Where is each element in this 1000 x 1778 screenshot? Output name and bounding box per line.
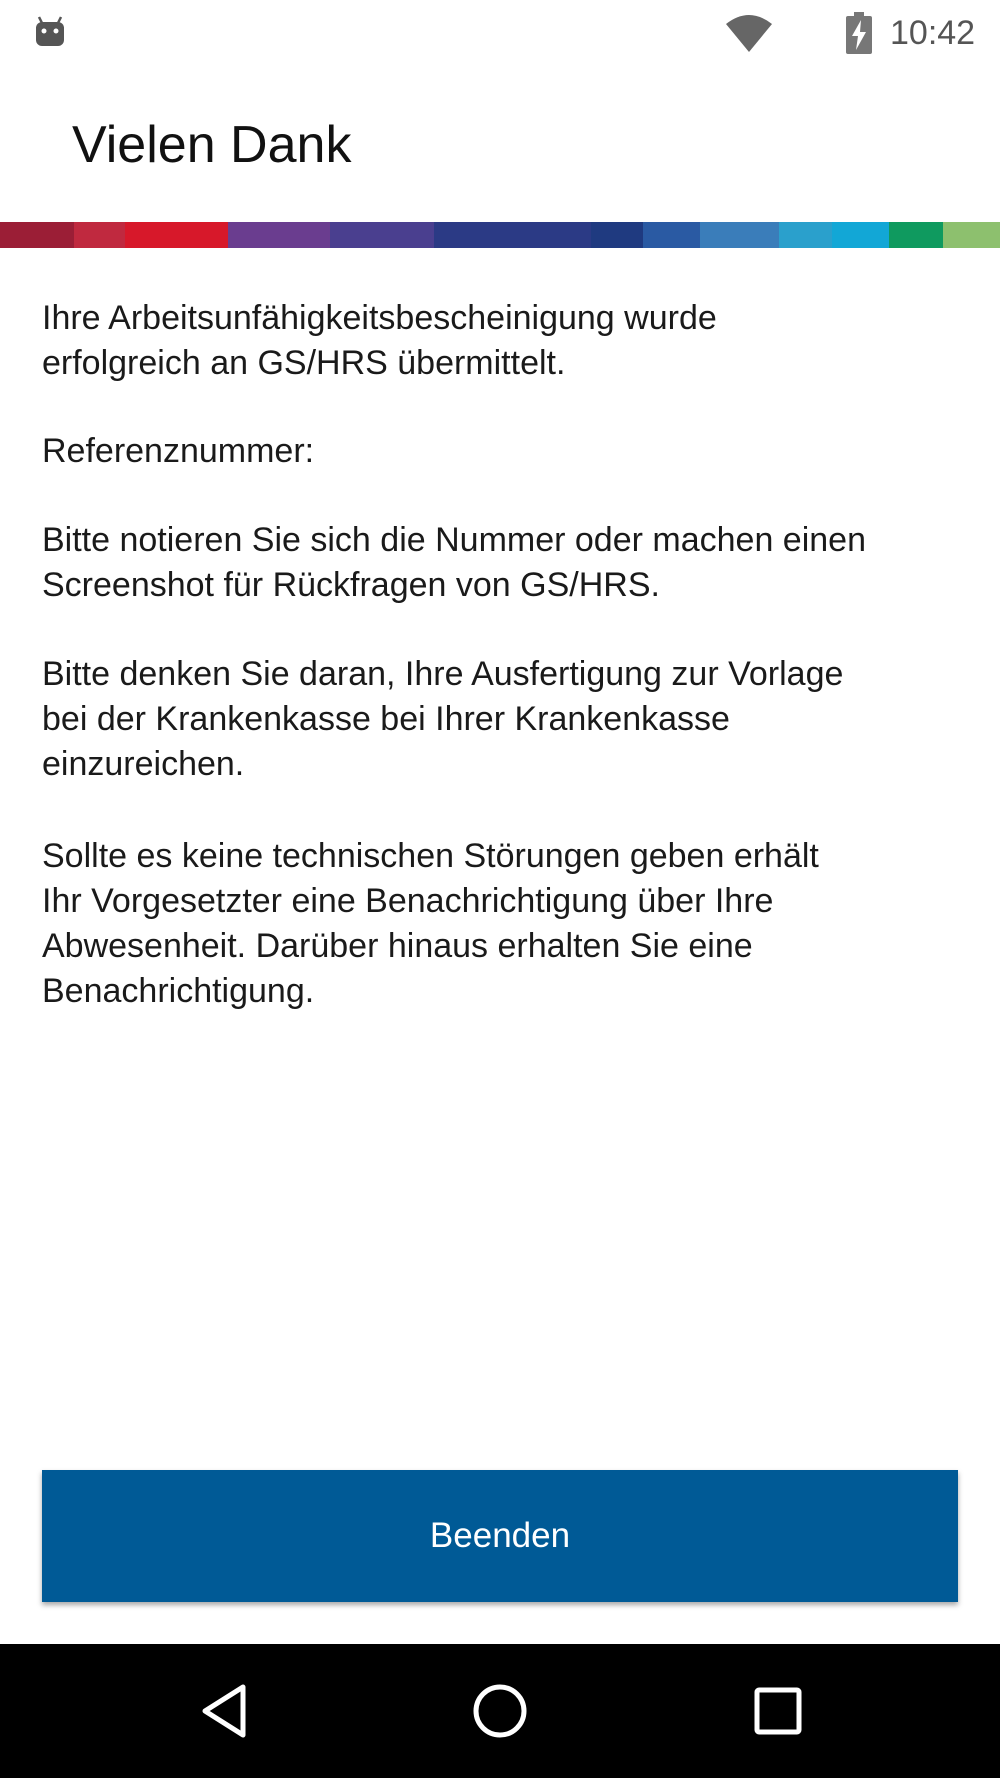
home-icon — [470, 1681, 530, 1741]
success-message-line: Ihre Arbeitsunfähigkeitsbescheinigung wurde — [42, 299, 717, 337]
notification-line: Sollte es keine technischen Störungen geben erhält — [42, 837, 819, 875]
reminder-line: bei der Krankenkasse bei Ihrer Krankenkasse — [42, 700, 730, 738]
page-title: Vielen Dank — [72, 116, 352, 174]
note-number-line: Screenshot für Rückfragen von GS/HRS. — [42, 566, 660, 604]
success-message — [42, 296, 962, 386]
back-icon — [197, 1681, 251, 1741]
stripe-segment — [643, 222, 700, 248]
stripe-segment — [125, 222, 229, 248]
health-insurance-reminder — [42, 652, 962, 787]
stripe-segment — [943, 222, 1000, 248]
back-button[interactable] — [184, 1674, 264, 1748]
stripe-segment — [700, 222, 779, 248]
home-button[interactable] — [460, 1674, 540, 1748]
stripe-segment — [434, 222, 591, 248]
wifi-icon — [724, 12, 774, 54]
android-debug-icon — [32, 14, 68, 50]
success-message-line: erfolgreich an GS/HRS übermittelt. — [42, 344, 566, 382]
supervisor-notification-message — [42, 834, 962, 1014]
app-bar — [0, 68, 1000, 222]
reminder-line: Bitte denken Sie daran, Ihre Ausfertigung zur Vorlage — [42, 655, 844, 693]
recent-apps-button[interactable] — [738, 1674, 818, 1748]
note-number-message — [42, 518, 962, 608]
stripe-segment — [889, 222, 944, 248]
notification-line: Abwesenheit. Darüber hinaus erhalten Sie eine — [42, 927, 753, 965]
stripe-segment — [779, 222, 832, 248]
recent-apps-icon — [751, 1684, 805, 1738]
stripe-segment — [74, 222, 125, 248]
notification-line: Benachrichtigung. — [42, 972, 315, 1010]
stripe-segment — [591, 222, 644, 248]
stripe-segment — [832, 222, 889, 248]
clock: 10:42 — [890, 14, 976, 52]
finish-button[interactable]: Beenden — [42, 1470, 958, 1602]
brand-color-stripe — [0, 222, 1000, 248]
stripe-segment — [330, 222, 434, 248]
reminder-line: einzureichen. — [42, 745, 245, 783]
status-bar — [0, 0, 1000, 68]
battery-charging-icon — [844, 12, 874, 54]
note-number-line: Bitte notieren Sie sich die Nummer oder machen einen — [42, 521, 866, 559]
stripe-segment — [0, 222, 74, 248]
reference-number-label: Referenznummer: — [42, 432, 315, 470]
navigation-bar — [0, 1644, 1000, 1778]
notification-line: Ihr Vorgesetzter eine Benachrichtigung über Ihre — [42, 882, 774, 920]
stripe-segment — [228, 222, 330, 248]
